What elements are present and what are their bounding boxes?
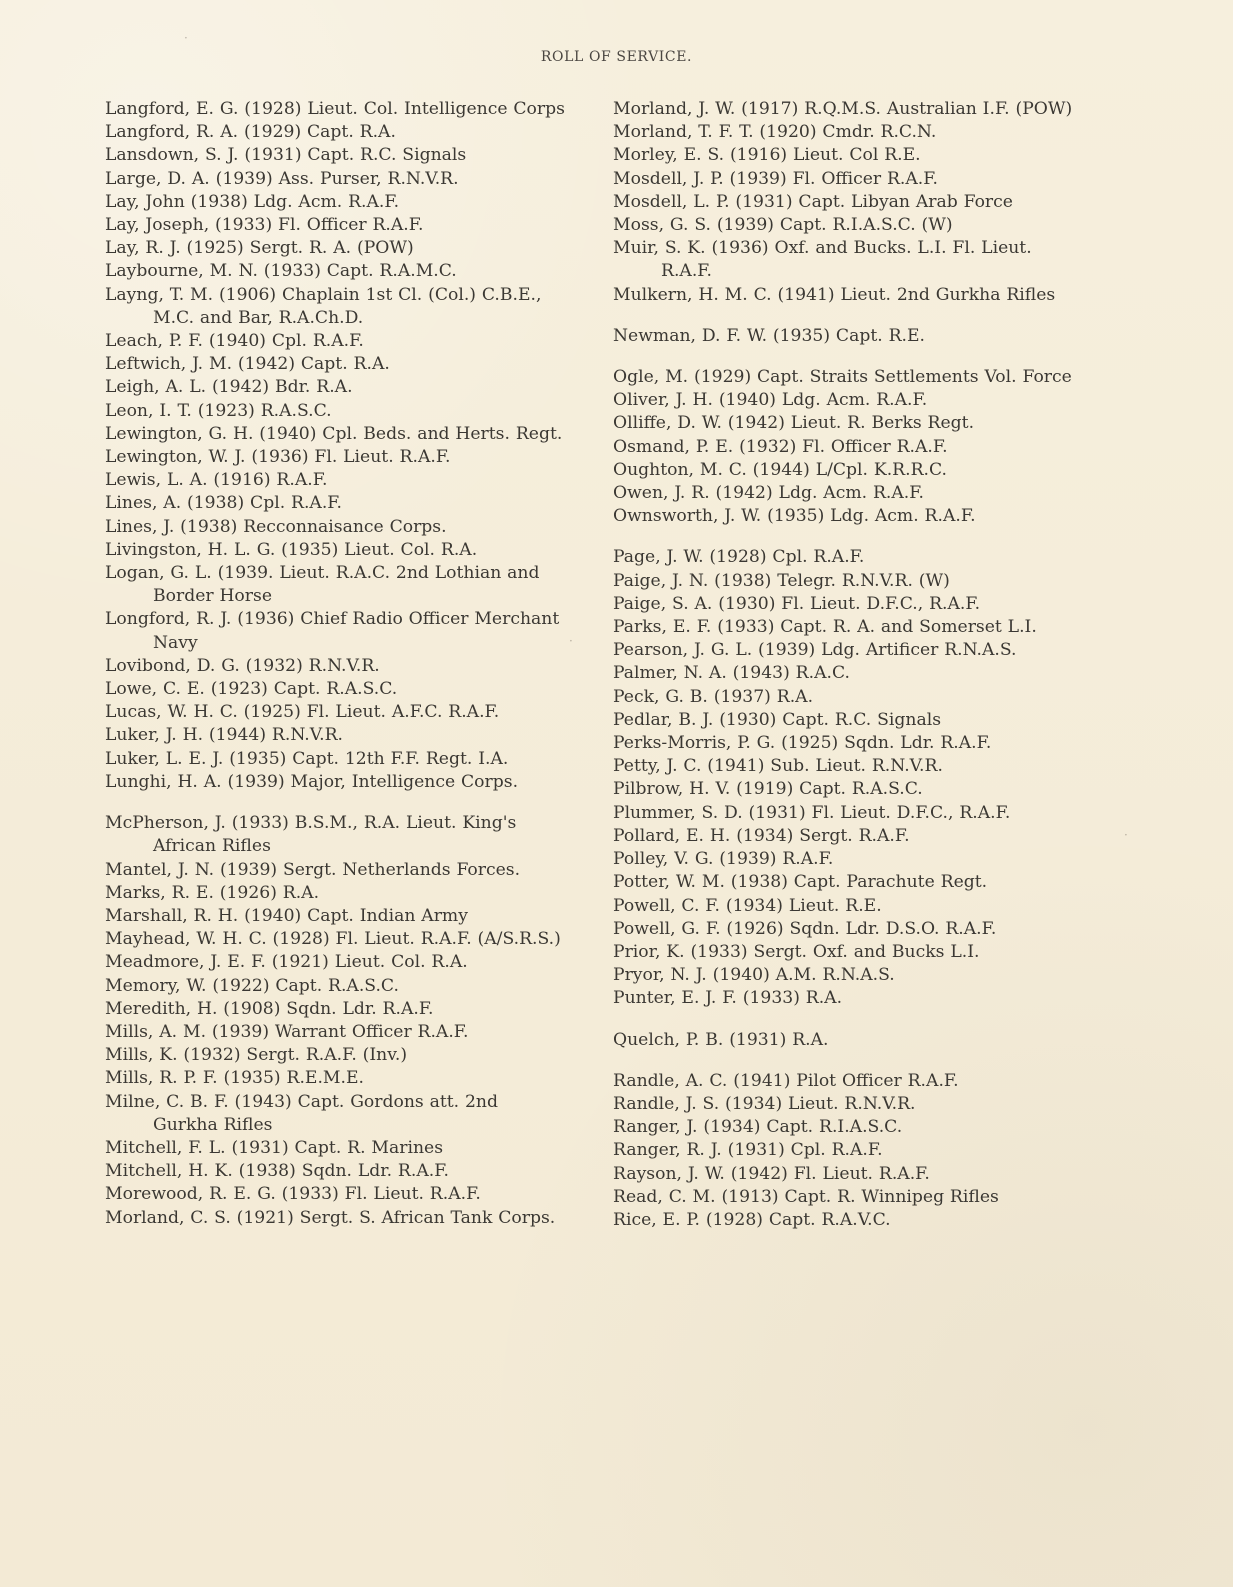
service-entry: Mosdell, J. P. (1939) Fl. Officer R.A.F. — [613, 168, 938, 189]
service-entry: Luker, J. H. (1944) R.N.V.R. — [105, 725, 344, 746]
service-entry: Meredith, H. (1908) Sqdn. Ldr. R.A.F. — [105, 998, 434, 1019]
service-entry: Polley, V. G. (1939) R.A.F. — [613, 849, 834, 870]
service-entry: Ranger, J. (1934) Capt. R.I.A.S.C. — [613, 1117, 903, 1138]
service-entry: Potter, W. M. (1938) Capt. Parachute Regt. — [613, 872, 988, 893]
service-entry: Morland, J. W. (1917) R.Q.M.S. Australian I.F. (POW) — [613, 99, 1073, 119]
service-entry: Powell, C. F. (1934) Lieut. R.E. — [613, 895, 882, 916]
service-entry: Lines, J. (1938) Recconnaisance Corps. — [105, 516, 447, 537]
service-entry: Pedlar, B. J. (1930) Capt. R.C. Signals — [613, 709, 942, 730]
service-entry: Pilbrow, H. V. (1919) Capt. R.A.S.C. — [613, 779, 923, 800]
service-entry: Ogle, M. (1929) Capt. Straits Settlements Vol. Force — [613, 367, 1072, 388]
service-entry: Lay, Joseph, (1933) Fl. Officer R.A.F. — [105, 215, 424, 236]
paper-speck: · — [1124, 828, 1128, 842]
service-entry: Newman, D. F. W. (1935) Capt. R.E. — [613, 325, 925, 346]
service-entry: Read, C. M. (1913) Capt. R. Winnipeg Rifles — [613, 1186, 999, 1207]
service-entry: Paige, S. A. (1930) Fl. Lieut. D.F.C., R.A.F. — [613, 593, 981, 614]
service-entry: Morland, T. F. T. (1920) Cmdr. R.C.N. — [613, 122, 937, 143]
service-entry: Lowe, C. E. (1923) Capt. R.A.S.C. — [105, 679, 398, 700]
service-entry: Lay, John (1938) Ldg. Acm. R.A.F. — [105, 191, 400, 212]
service-entry: Ownsworth, J. W. (1935) Ldg. Acm. R.A.F. — [613, 506, 976, 527]
service-entry: Morland, C. S. (1921) Sergt. S. African Tank Corps. — [105, 1207, 556, 1228]
service-entry: Leon, I. T. (1923) R.A.S.C. — [105, 400, 332, 421]
service-entry: Palmer, N. A. (1943) R.A.C. — [613, 663, 850, 684]
service-entry: Randle, A. C. (1941) Pilot Officer R.A.F. — [613, 1070, 959, 1091]
service-entry: Langford, R. A. (1929) Capt. R.A. — [105, 122, 396, 143]
service-entry: Large, D. A. (1939) Ass. Purser, R.N.V.R. — [105, 168, 459, 189]
service-entry: Page, J. W. (1928) Cpl. R.A.F. — [613, 547, 865, 568]
service-entry: Petty, J. C. (1941) Sub. Lieut. R.N.V.R. — [613, 756, 943, 777]
service-entry: Oliver, J. H. (1940) Ldg. Acm. R.A.F. — [613, 390, 928, 411]
service-entry: Muir, S. K. (1936) Oxf. and Bucks. L.I. Fl. Lieut. R.A.F. — [613, 238, 1032, 282]
service-entry: Perks-Morris, P. G. (1925) Sqdn. Ldr. R.A.F. — [613, 733, 992, 754]
service-entry: Leigh, A. L. (1942) Bdr. R.A. — [105, 377, 353, 398]
service-entry: Longford, R. J. (1936) Chief Radio Officer Merchant Navy — [105, 609, 560, 653]
page-title: ROLL OF SERVICE. — [540, 49, 693, 65]
service-entry: Pryor, N. J. (1940) A.M. R.N.A.S. — [613, 965, 895, 986]
service-entry: Marks, R. E. (1926) R.A. — [105, 882, 320, 903]
service-entry: Mosdell, L. P. (1931) Capt. Libyan Arab Force — [613, 191, 1013, 212]
service-entry: Lewington, W. J. (1936) Fl. Lieut. R.A.F. — [105, 447, 451, 468]
service-entry: Lewington, G. H. (1940) Cpl. Beds. and Herts. Regt. — [105, 423, 563, 444]
service-entry: Leach, P. F. (1940) Cpl. R.A.F. — [105, 331, 364, 352]
service-entry: Logan, G. L. (1939. Lieut. R.A.C. 2nd Lothian and Border Horse — [105, 563, 540, 607]
service-entry: Paige, J. N. (1938) Telegr. R.N.V.R. (W) — [613, 570, 950, 591]
service-entry: Morley, E. S. (1916) Lieut. Col R.E. — [613, 145, 921, 166]
service-entry: Osmand, P. E. (1932) Fl. Officer R.A.F. — [613, 436, 948, 457]
service-entry: Marshall, R. H. (1940) Capt. Indian Army — [105, 905, 468, 926]
service-entry: Mantel, J. N. (1939) Sergt. Netherlands Forces. — [105, 859, 521, 880]
service-entry: Meadmore, J. E. F. (1921) Lieut. Col. R.A. — [105, 952, 468, 973]
service-entry: Mills, A. M. (1939) Warrant Officer R.A.F. — [105, 1021, 469, 1042]
service-entry: Lunghi, H. A. (1939) Major, Intelligence Corps. — [105, 771, 519, 792]
service-entry: Oughton, M. C. (1944) L/Cpl. K.R.R.C. — [613, 459, 947, 480]
service-entry: Olliffe, D. W. (1942) Lieut. R. Berks Regt. — [613, 413, 975, 434]
service-entry: Livingston, H. L. G. (1935) Lieut. Col. R.A. — [105, 539, 478, 560]
service-entry: Mills, R. P. F. (1935) R.E.M.E. — [105, 1068, 364, 1089]
left-column-roll-list — [105, 98, 568, 1230]
service-entry: Prior, K. (1933) Sergt. Oxf. and Bucks L.I. — [613, 941, 980, 962]
service-entry: Luker, L. E. J. (1935) Capt. 12th F.F. Regt. I.A. — [105, 748, 509, 769]
service-entry: Powell, G. F. (1926) Sqdn. Ldr. D.S.O. R.A.F. — [613, 918, 997, 939]
service-entry: Mitchell, F. L. (1931) Capt. R. Marines — [105, 1137, 444, 1158]
service-entry: Layng, T. M. (1906) Chaplain 1st Cl. (Col.) C.B.E., M.C. and Bar, R.A.Ch.D. — [105, 284, 542, 328]
service-entry: Peck, G. B. (1937) R.A. — [613, 686, 814, 707]
service-entry: Parks, E. F. (1933) Capt. R. A. and Somerset L.I. — [613, 617, 1037, 638]
service-entry: Lay, R. J. (1925) Sergt. R. A. (POW) — [105, 238, 414, 259]
service-entry: Mitchell, H. K. (1938) Sqdn. Ldr. R.A.F. — [105, 1161, 449, 1182]
service-entry: Mayhead, W. H. C. (1928) Fl. Lieut. R.A.F. (A/S.R.S.) — [105, 929, 561, 950]
service-entry: Quelch, P. B. (1931) R.A. — [613, 1029, 829, 1050]
right-column-roll-list — [613, 98, 1081, 1232]
service-entry: Morewood, R. E. G. (1933) Fl. Lieut. R.A.F. — [105, 1184, 481, 1205]
service-entry: Pollard, E. H. (1934) Sergt. R.A.F. — [613, 825, 910, 846]
paper-speck: · — [184, 31, 188, 45]
service-entry: Plummer, S. D. (1931) Fl. Lieut. D.F.C., R.A.F. — [613, 802, 1011, 823]
service-entry: Lines, A. (1938) Cpl. R.A.F. — [105, 493, 343, 514]
service-entry: Mills, K. (1932) Sergt. R.A.F. (Inv.) — [105, 1045, 408, 1066]
service-entry: Pearson, J. G. L. (1939) Ldg. Artificer R.N.A.S. — [613, 640, 1017, 661]
service-entry: Mulkern, H. M. C. (1941) Lieut. 2nd Gurkha Rifles — [613, 284, 1056, 305]
service-entry: Lewis, L. A. (1916) R.A.F. — [105, 470, 328, 491]
service-entry: Rayson, J. W. (1942) Fl. Lieut. R.A.F. — [613, 1163, 930, 1184]
service-entry: Leftwich, J. M. (1942) Capt. R.A. — [105, 354, 390, 375]
service-entry: Lucas, W. H. C. (1925) Fl. Lieut. A.F.C. R.A.F. — [105, 702, 500, 723]
service-entry: Rice, E. P. (1928) Capt. R.A.V.C. — [613, 1209, 891, 1230]
paper-speck: · — [569, 634, 573, 648]
service-entry: Lansdown, S. J. (1931) Capt. R.C. Signals — [105, 145, 467, 166]
service-entry: McPherson, J. (1933) B.S.M., R.A. Lieut. King's African Rifles — [105, 813, 517, 857]
service-entry: Ranger, R. J. (1931) Cpl. R.A.F. — [613, 1140, 883, 1161]
service-entry: Owen, J. R. (1942) Ldg. Acm. R.A.F. — [613, 483, 924, 504]
service-entry: Milne, C. B. F. (1943) Capt. Gordons att. 2nd Gurkha Rifles — [105, 1091, 498, 1135]
service-entry: Moss, G. S. (1939) Capt. R.I.A.S.C. (W) — [613, 215, 953, 236]
service-entry: Lovibond, D. G. (1932) R.N.V.R. — [105, 655, 380, 676]
service-entry: Langford, E. G. (1928) Lieut. Col. Intelligence Corps — [105, 99, 565, 119]
service-entry: Punter, E. J. F. (1933) R.A. — [613, 988, 843, 1009]
service-entry: Memory, W. (1922) Capt. R.A.S.C. — [105, 975, 399, 996]
service-entry: Laybourne, M. N. (1933) Capt. R.A.M.C. — [105, 261, 457, 282]
service-entry: Randle, J. S. (1934) Lieut. R.N.V.R. — [613, 1093, 916, 1114]
